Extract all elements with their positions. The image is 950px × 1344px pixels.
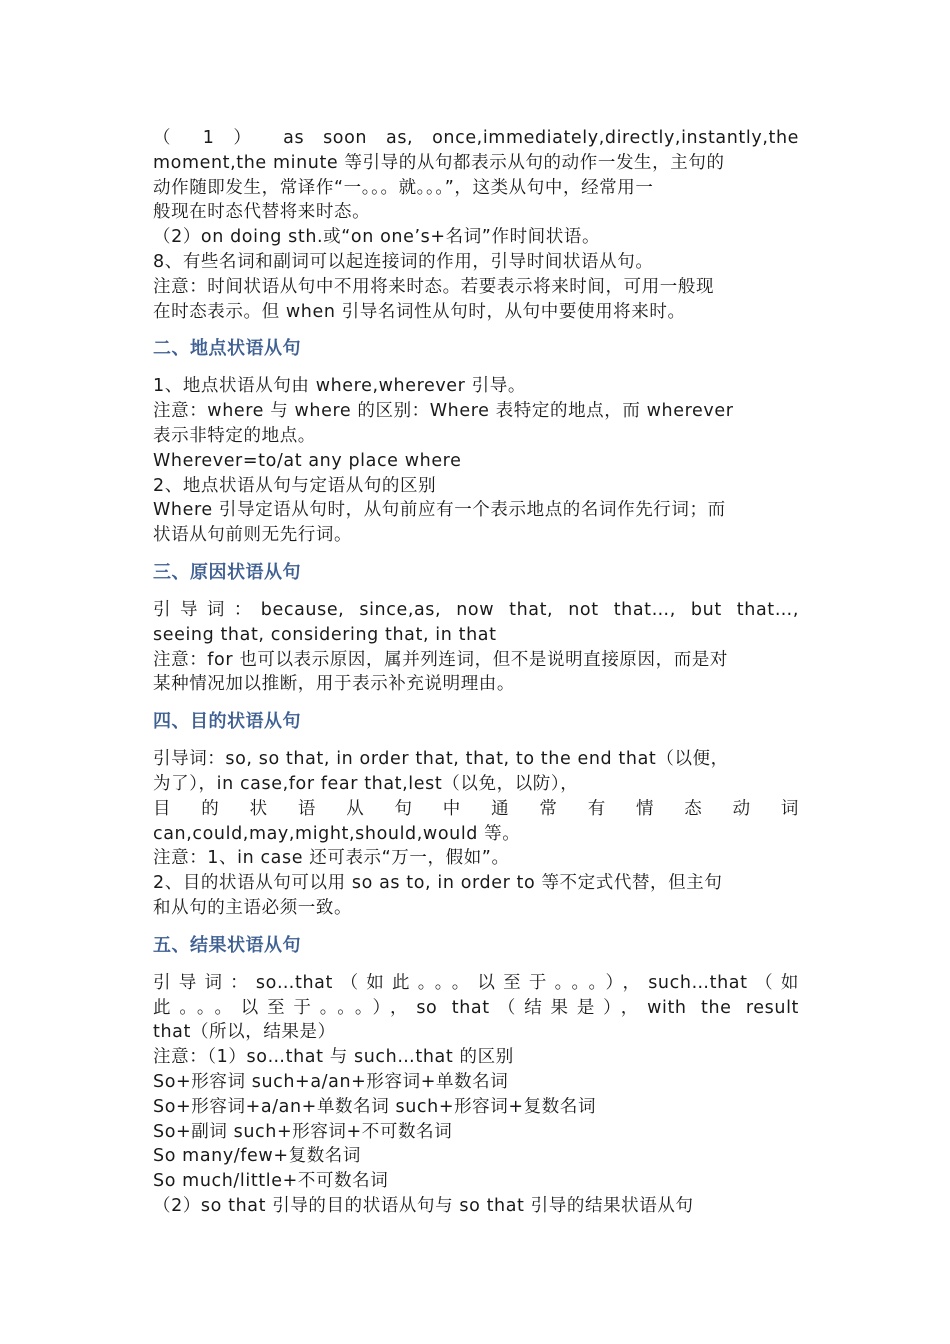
text-line: 状语从句前则无先行词。 <box>153 525 353 546</box>
text-line: 引导词：so, so that, in order that, that, to the end that（以便， <box>153 749 729 770</box>
text-line: 和从句的主语必须一致。 <box>153 897 353 918</box>
text-line: 此。。。以至于。。。），so that（结果是），with the result <box>153 997 799 1018</box>
section-reason-clause <box>153 561 799 697</box>
text-line: 注意：for 也可以表示原因，属并列连词，但不是说明直接原因，而是对 <box>153 649 729 670</box>
text-line: 某种情况加以推断，用于表示补充说明理由。 <box>153 674 515 695</box>
text-line: So+形容词+a/an+单数名词 such+形容词+复数名词 <box>153 1096 597 1117</box>
section-heading: 三、原因状语从句 <box>153 561 301 583</box>
text-line: can,could,may,might,should,would 等。 <box>153 823 521 844</box>
document-page <box>153 126 799 1219</box>
text-line: Wherever=to/at any place where <box>153 450 462 471</box>
section-heading: 五、结果状语从句 <box>153 934 301 956</box>
text-line: 动作随即发生，常译作“一。。。就。。。”，这类从句中，经常用一 <box>153 177 654 198</box>
text-line: 8、有些名词和副词可以起连接词的作用，引导时间状语从句。 <box>153 251 654 272</box>
text-line: 般现在时态代替将来时态。 <box>153 202 371 223</box>
section-place-clause <box>153 337 799 548</box>
text-line: 注意：（1）so…that 与 such…that 的区别 <box>153 1047 514 1068</box>
text-line: 表示非特定的地点。 <box>153 425 316 446</box>
section-heading: 二、地点状语从句 <box>153 338 301 360</box>
section-purpose-clause <box>153 710 799 921</box>
text-line: So+形容词 such+a/an+形容词+单数名词 <box>153 1071 509 1092</box>
text-line: 引导词：so…that（如此。。。以至于。。。），such…that（如 <box>153 972 799 993</box>
text-line: 注意：时间状语从句中不用将来时态。若要表示将来时间，可用一般现 <box>153 276 715 297</box>
text-line: 在时态表示。但 when 引导名词性从句时，从句中要使用将来时。 <box>153 301 686 322</box>
section-result-clause <box>153 934 799 1219</box>
text-line: So+副词 such+形容词+不可数名词 <box>153 1121 453 1142</box>
text-line: 引导词：because, since,as, now that, not that…, but that…, <box>153 599 799 620</box>
section-heading: 四、目的状语从句 <box>153 711 301 733</box>
section-time-clause-tail <box>153 126 799 324</box>
text-line: （2）on doing sth.或“on one’s+名词”作时间状语。 <box>153 227 601 248</box>
text-line: 2、地点状语从句与定语从句的区别 <box>153 475 437 496</box>
text-line: So much/little+不可数名词 <box>153 1171 389 1192</box>
text-line: So many/few+复数名词 <box>153 1146 361 1167</box>
text-line: moment,the minute 等引导的从句都表示从句的动作一发生，主句的 <box>153 152 725 173</box>
text-line: 目 的 状 语 从 句 中 通 常 有 情 态 动 词 <box>153 798 799 819</box>
text-line: that（所以，结果是） <box>153 1022 336 1043</box>
text-line: 注意：where 与 where 的区别：Where 表特定的地点，而 wherever <box>153 401 734 422</box>
text-line: （ 1 ） as soon as, once,immediately,directly,instantly,the <box>153 128 799 148</box>
text-line: Where 引导定语从句时，从句前应有一个表示地点的名词作先行词；而 <box>153 500 726 521</box>
text-line: （2）so that 引导的目的状语从句与 so that 引导的结果状语从句 <box>153 1195 694 1216</box>
text-line: 注意：1、in case 还可表示“万一，假如”。 <box>153 848 510 869</box>
text-line: 为了），in case,for fear that,lest（以免，以防）， <box>153 773 579 794</box>
text-line: seeing that, considering that, in that <box>153 624 497 645</box>
text-line: 1、地点状语从句由 where,wherever 引导。 <box>153 376 526 397</box>
text-line: 2、目的状语从句可以用 so as to, in order to 等不定式代替，但主句 <box>153 873 723 894</box>
